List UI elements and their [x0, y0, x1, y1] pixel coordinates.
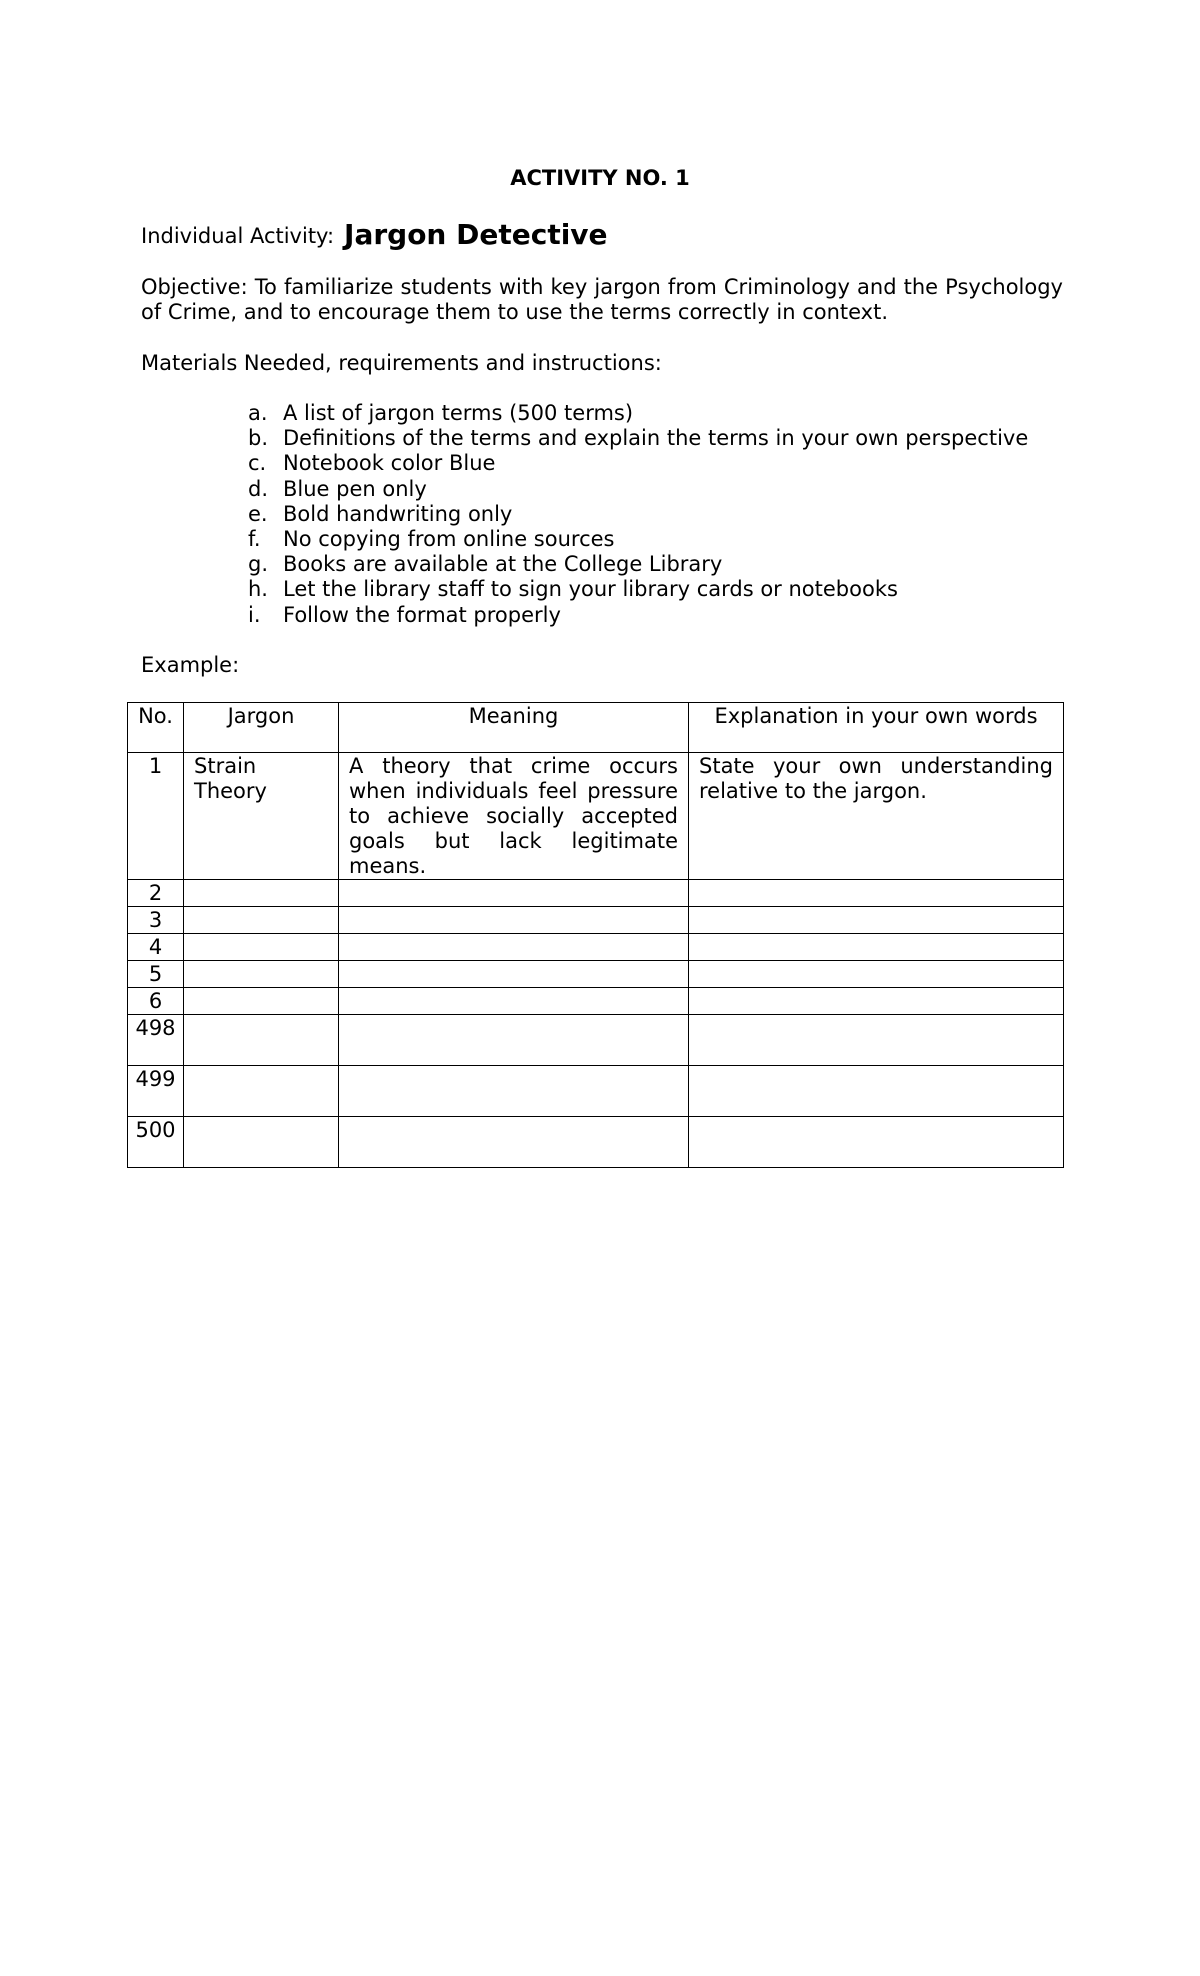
cell-explanation — [689, 1066, 1064, 1117]
cell-jargon — [184, 907, 339, 934]
cell-explanation — [689, 961, 1064, 988]
table-header-row — [128, 703, 1064, 753]
table-row — [128, 907, 1064, 934]
table-row — [128, 1015, 1064, 1066]
header-explanation: Explanation in your own words — [689, 703, 1064, 753]
cell-no: 4 — [128, 934, 184, 961]
list-item — [248, 577, 1028, 602]
cell-explanation — [689, 907, 1064, 934]
table-row — [128, 988, 1064, 1015]
table-row — [128, 880, 1064, 907]
cell-jargon — [184, 961, 339, 988]
objective-paragraph: Objective: To familiarize students with key jargon from Criminology and the Psychology of Crime, and to encourage them to use the terms correctly in context. — [141, 275, 1063, 324]
list-item — [248, 552, 1028, 577]
activity-label: Individual Activity: — [141, 224, 335, 248]
table-row — [128, 1117, 1064, 1168]
list-marker: g. — [248, 552, 269, 577]
cell-jargon — [184, 1117, 339, 1168]
cell-meaning — [339, 880, 689, 907]
example-heading: Example: — [141, 653, 240, 677]
cell-jargon: Strain Theory — [184, 753, 339, 880]
list-marker: i. — [248, 602, 261, 627]
list-item — [248, 426, 1028, 451]
list-item-text: Bold handwriting only — [283, 501, 513, 526]
cell-meaning — [339, 961, 689, 988]
list-item-text: Books are available at the College Library — [283, 552, 723, 577]
cell-explanation — [689, 988, 1064, 1015]
instructions-list — [248, 401, 1028, 628]
activity-name: Jargon Detective — [344, 218, 608, 251]
list-item-text: A list of jargon terms (500 terms) — [283, 401, 634, 425]
cell-no: 2 — [128, 880, 184, 907]
list-marker: a. — [248, 401, 268, 425]
cell-no: 500 — [128, 1117, 184, 1168]
cell-no: 499 — [128, 1066, 184, 1117]
activity-line — [141, 218, 608, 251]
cell-no: 6 — [128, 988, 184, 1015]
cell-explanation — [689, 934, 1064, 961]
cell-meaning — [339, 1117, 689, 1168]
cell-jargon — [184, 1015, 339, 1066]
cell-meaning — [339, 1015, 689, 1066]
cell-no: 1 — [128, 753, 184, 880]
list-marker: h. — [248, 577, 268, 602]
materials-heading: Materials Needed, requirements and instructions: — [141, 351, 662, 375]
list-item — [248, 603, 1028, 628]
cell-explanation: State your own understanding relative to the jargon. — [689, 753, 1064, 880]
cell-explanation — [689, 880, 1064, 907]
list-item — [248, 401, 1028, 426]
table-row — [128, 753, 1064, 880]
table-row — [128, 934, 1064, 961]
list-marker: d. — [248, 476, 269, 501]
cell-explanation — [689, 1015, 1064, 1066]
cell-meaning — [339, 1066, 689, 1117]
table-row — [128, 1066, 1064, 1117]
list-marker: b. — [248, 426, 269, 451]
cell-meaning: A theory that crime occurs when individuals feel pressure to achieve socially accepted goals but lack legitimate means. — [339, 753, 689, 880]
list-item — [248, 477, 1028, 502]
table-row — [128, 961, 1064, 988]
cell-no: 5 — [128, 961, 184, 988]
cell-jargon — [184, 934, 339, 961]
list-item-text: No copying from online sources — [283, 527, 615, 552]
cell-explanation — [689, 1117, 1064, 1168]
cell-jargon — [184, 988, 339, 1015]
list-item-text: Definitions of the terms and explain the terms in your own perspective — [283, 426, 1029, 451]
list-item — [248, 502, 1028, 527]
list-item-text: Follow the format properly — [283, 602, 561, 627]
list-marker: e. — [248, 501, 268, 526]
cell-no: 3 — [128, 907, 184, 934]
list-marker: f. — [248, 527, 261, 552]
header-no: No. — [128, 703, 184, 753]
list-item-text: Notebook color Blue — [283, 451, 496, 476]
header-meaning: Meaning — [339, 703, 689, 753]
header-jargon: Jargon — [184, 703, 339, 753]
jargon-table — [127, 702, 1064, 1168]
list-item — [248, 451, 1028, 476]
cell-jargon — [184, 880, 339, 907]
list-item-text: Let the library staff to sign your library cards or notebooks — [283, 577, 898, 602]
cell-meaning — [339, 934, 689, 961]
cell-meaning — [339, 988, 689, 1015]
page-title: ACTIVITY NO. 1 — [510, 166, 690, 190]
list-marker: c. — [248, 451, 267, 476]
list-item-text: Blue pen only — [283, 476, 427, 501]
list-item — [248, 527, 1028, 552]
cell-meaning — [339, 907, 689, 934]
cell-no: 498 — [128, 1015, 184, 1066]
cell-jargon — [184, 1066, 339, 1117]
